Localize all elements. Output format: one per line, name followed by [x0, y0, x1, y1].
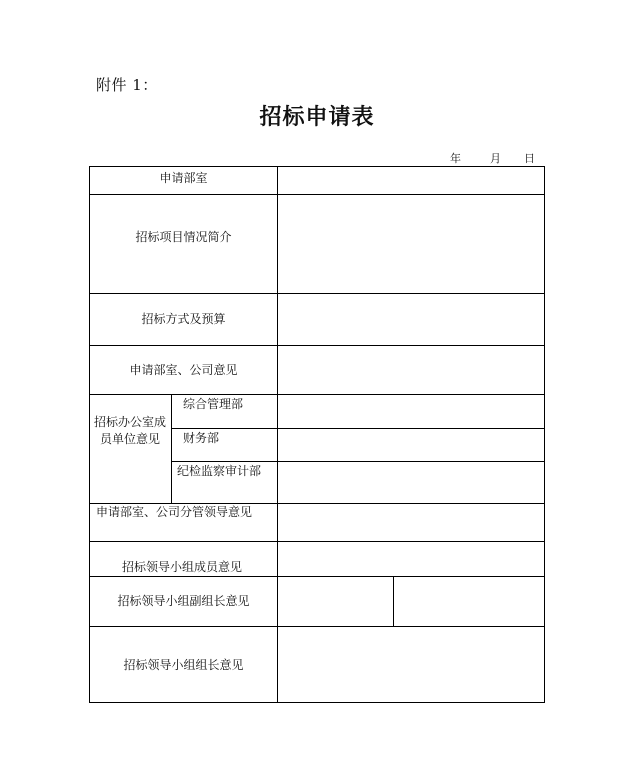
office-unit-finance: 财务部 — [183, 431, 220, 445]
office-member-opinion-label: 招标办公室成员单位意见 — [93, 415, 166, 446]
group-member-opinion-field[interactable] — [278, 542, 544, 576]
group-deputy-opinion-label: 招标领导小组副组长意见 — [117, 594, 250, 608]
group-deputy-opinion-field-b[interactable] — [394, 577, 544, 626]
group-leader-opinion-label: 招标领导小组组长意见 — [123, 657, 244, 672]
general-management-opinion-field[interactable] — [278, 395, 544, 428]
discipline-audit-opinion-field[interactable] — [278, 462, 544, 503]
method-budget-label: 招标方式及预算 — [141, 312, 226, 326]
date-month-label: 月 — [490, 152, 501, 165]
dept-company-opinion-field[interactable] — [278, 346, 544, 394]
application-form-table — [89, 166, 545, 703]
office-unit-discipline-audit: 纪检监察审计部 — [177, 464, 262, 478]
group-deputy-opinion-field-a[interactable] — [278, 577, 393, 626]
date-year-label: 年 — [450, 152, 461, 165]
date-day-label: 日 — [524, 152, 535, 165]
dept-company-opinion-label: 申请部室、公司意见 — [129, 362, 238, 377]
applying-department-field[interactable] — [278, 167, 544, 194]
group-leader-opinion-field[interactable] — [278, 627, 544, 702]
group-member-opinion-label: 招标领导小组成员意见 — [122, 560, 243, 574]
dept-leader-opinion-label: 申请部室、公司分管领导意见 — [96, 505, 253, 519]
attachment-label: 附件 1： — [96, 76, 158, 94]
project-summary-label: 招标项目情况简介 — [135, 229, 232, 244]
page-title: 招标申请表 — [259, 105, 375, 130]
finance-opinion-field[interactable] — [278, 429, 544, 461]
applying-department-label: 申请部室 — [159, 170, 208, 185]
date-row — [440, 150, 550, 166]
dept-leader-opinion-field[interactable] — [278, 504, 544, 541]
column-divider — [171, 394, 172, 503]
project-summary-field[interactable] — [278, 195, 544, 293]
method-budget-field[interactable] — [278, 294, 544, 345]
office-unit-general-management: 综合管理部 — [183, 397, 244, 411]
